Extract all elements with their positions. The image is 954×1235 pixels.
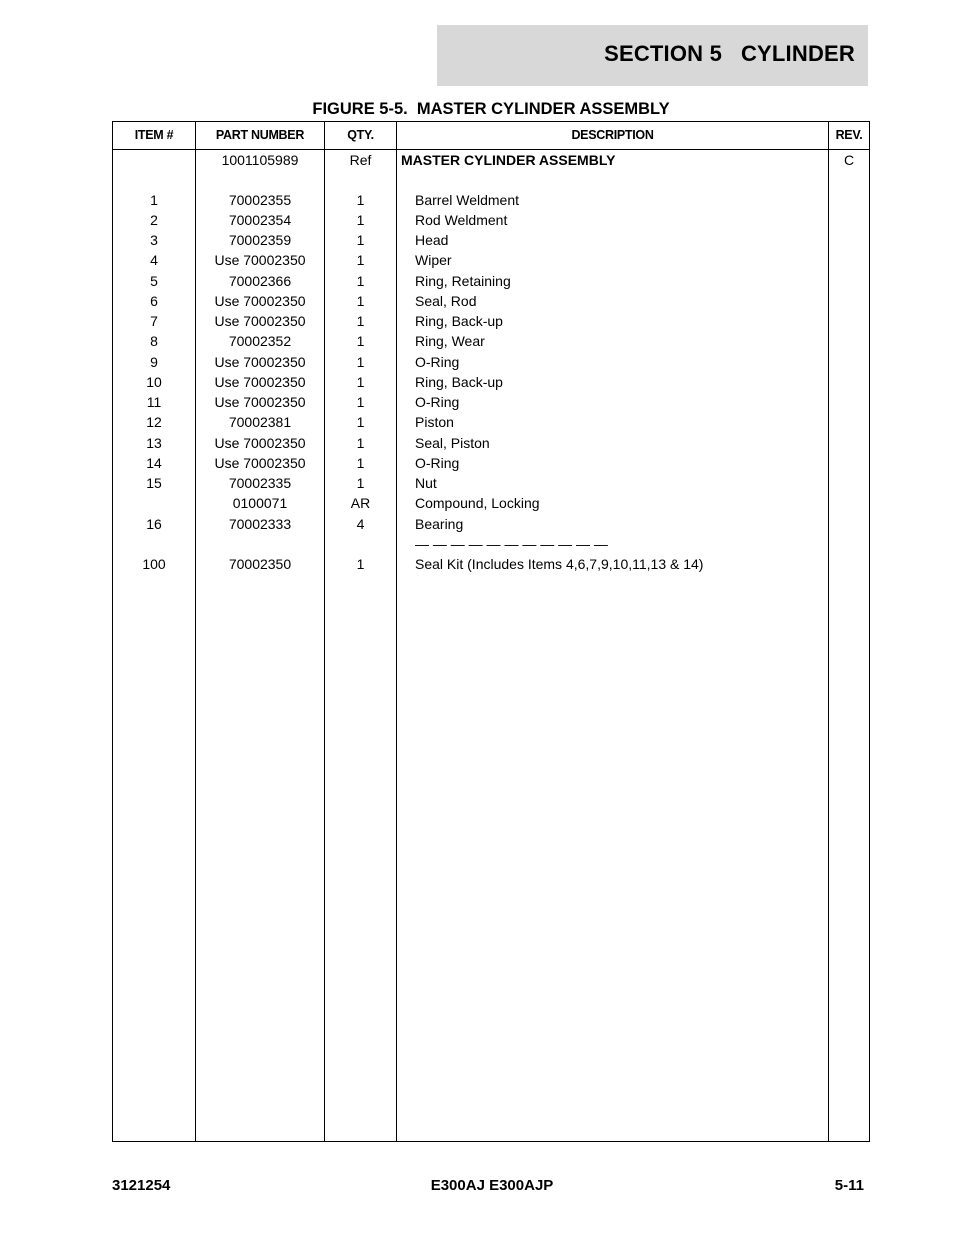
qty-cell: 1 — [356, 414, 365, 430]
description-cell: O-Ring — [415, 455, 460, 471]
description-cell: Ring, Back-up — [415, 374, 503, 390]
qty-cell: 1 — [356, 556, 365, 572]
table-row — [113, 453, 869, 473]
description-cell: MASTER CYLINDER ASSEMBLY — [401, 152, 616, 168]
table-row — [113, 291, 869, 311]
table-row — [113, 433, 869, 453]
description-cell: Seal Kit (Includes Items 4,6,7,9,10,11,13 & 14) — [415, 556, 704, 572]
column-header-description: DESCRIPTION — [571, 128, 654, 142]
column-header-item: ITEM # — [134, 128, 174, 142]
table-row — [113, 250, 869, 270]
item-cell: 7 — [150, 313, 158, 329]
description-cell: Compound, Locking — [415, 495, 540, 511]
item-cell: 3 — [150, 232, 158, 248]
part-number-cell: Use 70002350 — [214, 435, 306, 451]
description-cell: Ring, Retaining — [415, 273, 511, 289]
description-cell: Wiper — [415, 252, 452, 268]
part-number-cell: 70002354 — [228, 212, 292, 228]
item-cell: 13 — [146, 435, 162, 451]
description-cell: O-Ring — [415, 354, 460, 370]
column-header-part-number: PART NUMBER — [215, 128, 305, 142]
qty-cell: 1 — [356, 273, 365, 289]
qty-cell: 1 — [356, 374, 365, 390]
part-number-cell: 70002335 — [228, 475, 292, 491]
description-cell: Barrel Weldment — [415, 192, 520, 208]
column-header-rev: REV. — [835, 128, 863, 142]
table-row — [113, 412, 869, 432]
qty-cell: AR — [350, 495, 371, 511]
item-cell: 100 — [142, 556, 166, 572]
item-cell: 16 — [146, 516, 162, 532]
footer-page-number: 5-11 — [834, 1177, 864, 1194]
figure-title: FIGURE 5-5. MASTER CYLINDER ASSEMBLY — [312, 100, 670, 118]
table-row — [113, 210, 869, 230]
table-row — [113, 534, 869, 554]
table-row — [113, 331, 869, 351]
description-cell: Piston — [415, 414, 454, 430]
description-cell: Bearing — [415, 516, 464, 532]
qty-cell: 4 — [356, 516, 365, 532]
part-number-cell: 70002352 — [228, 333, 292, 349]
qty-cell: 1 — [356, 475, 365, 491]
qty-cell: 1 — [356, 435, 365, 451]
qty-cell: 1 — [356, 252, 365, 268]
qty-cell: 1 — [356, 313, 365, 329]
footer-model: E300AJ E300AJP — [430, 1177, 554, 1194]
part-number-cell: 70002359 — [228, 232, 292, 248]
table-row — [113, 554, 869, 574]
column-header-qty: QTY. — [347, 128, 374, 142]
description-cell: Ring, Wear — [415, 333, 485, 349]
item-cell: 4 — [150, 252, 158, 268]
table-row — [113, 150, 869, 170]
table-row — [113, 493, 869, 513]
part-number-cell: Use 70002350 — [214, 354, 306, 370]
table-row — [113, 392, 869, 412]
footer-manual-number: 3121254 — [112, 1177, 171, 1194]
part-number-cell: Use 70002350 — [214, 293, 306, 309]
item-cell: 14 — [146, 455, 162, 471]
table-row — [113, 372, 869, 392]
item-cell: 12 — [146, 414, 162, 430]
qty-cell: 1 — [356, 354, 365, 370]
description-cell: O-Ring — [415, 394, 460, 410]
table-row — [113, 514, 869, 534]
qty-cell: 1 — [356, 232, 365, 248]
item-cell: 15 — [146, 475, 162, 491]
part-number-cell: 70002366 — [228, 273, 292, 289]
item-cell: 11 — [146, 394, 162, 410]
section-banner — [437, 25, 868, 86]
qty-cell: 1 — [356, 394, 365, 410]
rev-cell: C — [843, 152, 855, 168]
qty-cell: 1 — [356, 455, 365, 471]
table-row — [113, 230, 869, 250]
qty-cell: 1 — [356, 192, 365, 208]
description-cell: Head — [415, 232, 449, 248]
part-number-cell: 1001105989 — [221, 152, 299, 168]
item-cell: 5 — [150, 273, 158, 289]
description-cell: Seal, Rod — [415, 293, 477, 309]
part-number-cell: 70002333 — [228, 516, 292, 532]
section-title: SECTION 5 CYLINDER — [604, 41, 855, 66]
table-row — [113, 352, 869, 372]
parts-table — [112, 121, 870, 1142]
table-row — [113, 271, 869, 291]
description-cell: Seal, Piston — [415, 435, 490, 451]
table-row — [113, 473, 869, 493]
part-number-cell: 70002355 — [228, 192, 292, 208]
qty-cell: 1 — [356, 333, 365, 349]
item-cell: 1 — [150, 192, 158, 208]
qty-cell: 1 — [356, 293, 365, 309]
part-number-cell: Use 70002350 — [214, 252, 306, 268]
description-cell: Ring, Back-up — [415, 313, 503, 329]
qty-cell: 1 — [356, 212, 365, 228]
part-number-cell: Use 70002350 — [214, 394, 306, 410]
item-cell: 10 — [146, 374, 162, 390]
part-number-cell: 0100071 — [232, 495, 288, 511]
part-number-cell: 70002350 — [228, 556, 292, 572]
item-cell: 6 — [150, 293, 158, 309]
table-row — [113, 190, 869, 210]
part-number-cell: Use 70002350 — [214, 455, 306, 471]
description-cell: Nut — [415, 475, 437, 491]
table-row — [113, 311, 869, 331]
item-cell: 9 — [150, 354, 158, 370]
description-cell: Rod Weldment — [415, 212, 508, 228]
description-cell: — — — — — — — — — — — — [415, 536, 608, 552]
item-cell: 8 — [150, 333, 158, 349]
qty-cell: Ref — [349, 152, 372, 168]
part-number-cell: Use 70002350 — [214, 313, 306, 329]
item-cell: 2 — [150, 212, 158, 228]
part-number-cell: 70002381 — [228, 414, 292, 430]
part-number-cell: Use 70002350 — [214, 374, 306, 390]
